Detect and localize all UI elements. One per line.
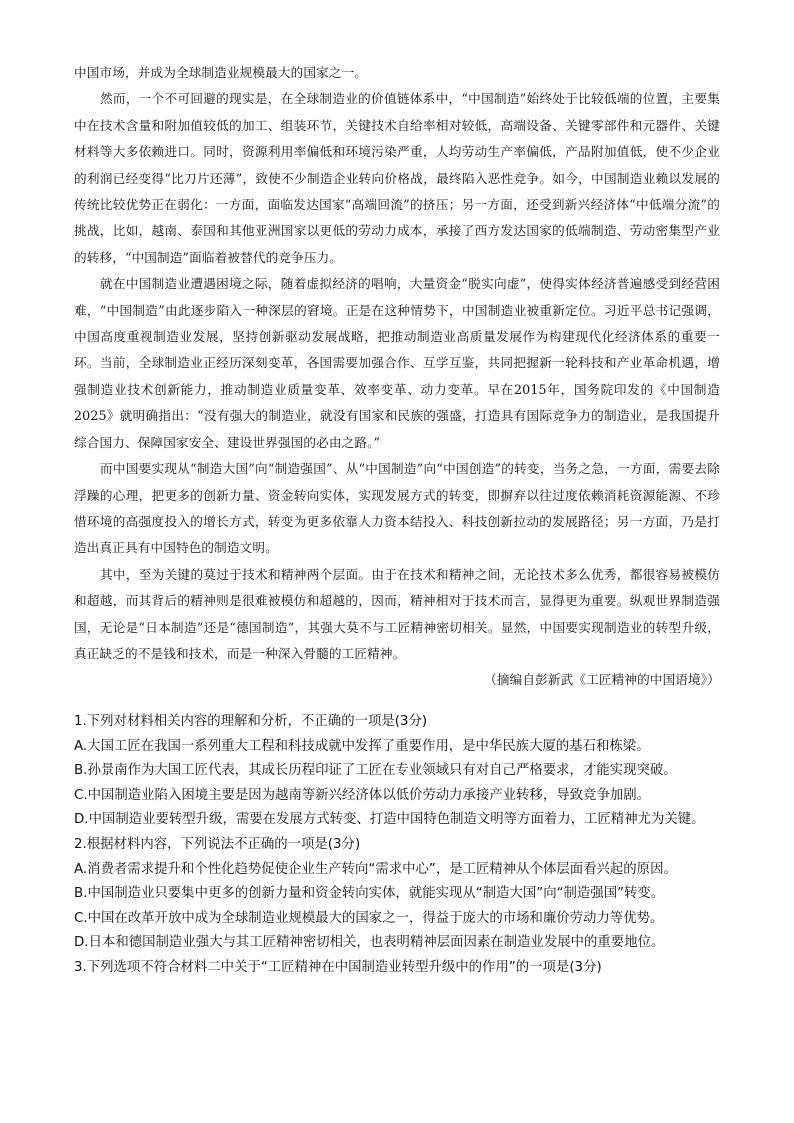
passage-paragraph: 其中，至为关键的莫过于技术和精神两个层面。由于在技术和精神之间，无论技术多么优秀，都很容易被模仿和超越，而其背后的精神则是很难被模仿和超越的，因而，精神相对于技术而言，显得更为重要。纵观世界制造强国，无论是“日本制造”还是“德国制造”，其强大莫不与工匠精神密切相关。显然，中国要实现制造业的转型升级，真正缺乏的不是钱和技术，而是一种深入骨髓的工匠精神。	[74, 566, 720, 661]
passage-source: （摘编自彭新武《工匠精神的中国语境》）	[484, 672, 720, 688]
question-stem: 1.下列对材料相关内容的理解和分析，不正确的一项是(3分)	[74, 714, 428, 729]
answer-option: D.中国制造业要转型升级，需要在发展方式转变、打造中国特色制造文明等方面着力，工匠精神尤为关键。	[74, 812, 705, 828]
passage-paragraph: 中国市场，并成为全球制造业规模最大的国家之一。	[74, 65, 368, 80]
question-stem: 2.根据材料内容，下列说法不正确的一项是(3分)	[74, 836, 361, 852]
answer-option: A.大国工匠在我国一系列重大工程和科技成就中发挥了重要作用，是中华民族大厦的基石和栋梁。	[74, 738, 650, 754]
answer-option: B.中国制造业只要集中更多的创新力量和资金转向实体，就能实现从“制造大国”向“制造强国”转变。	[74, 886, 665, 902]
question-section	[74, 710, 720, 981]
answer-option: B.孙景南作为大国工匠代表，其成长历程印证了工匠在专业领域只有对自己严格要求，才能实现突破。	[74, 763, 677, 779]
answer-option: D.日本和德国制造业强大与其工匠精神密切相关，也表明精神层面因素在制造业发展中的重要地位。	[74, 935, 665, 951]
question-stem: 3.下列选项不符合材料二中关于“工匠精神在中国制造业转型升级中的作用”的一项是(3分)	[74, 959, 602, 975]
answer-option: A.消费者需求提升和个性化趋势促使企业生产转向“需求中心”，是工匠精神从个体层面看兴起的原因。	[74, 861, 677, 877]
passage-paragraph: 就在中国制造业遭遇困境之际，随着虚拟经济的唱响，大量资金“脱实向虚”，使得实体经济普遍感受到经营困难，“中国制造”由此逐步陷入一种深层的窘境。正是在这种情势下，中国制造业被重新定位。习近平总书记强调，中国高度重视制造业发展，坚持创新驱动发展战略，把推动制造业高质量发展作为构建现代化经济体系的重要一环。当前，全球制造业正经历深刻变革，各国需要加强合作、互学互鉴，共同把握新一轮科技和产业革命机遇，增强制造业技术创新能力，推动制造业质量变革、效率变革、动力变革。早在2015年，国务院印发的《中国制造2025》就明确指出：“没有强大的制造业，就没有国家和民族的强盛，打造具有国际竞争力的制造业，是我国提升综合国力、保障国家安全、建设世界强国的必由之路。”	[74, 276, 720, 450]
passage-paragraph: 而中国要实现从“制造大国”向“制造强国”、从“中国制造”向“中国创造”的转变，当务之急，一方面，需要去除浮躁的心理，把更多的创新力量、资金转向实体，实现发展方式的转变，即摒弃以往过度依赖消耗资源能源、不珍惜环境的高强度投入的增长方式，转变为更多依靠人力资本结投入、科技创新拉动的发展路径；另一方面，乃是打造出真正具有中国特色的制造文明。	[74, 461, 720, 556]
answer-option: C.中国制造业陷入困境主要是因为越南等新兴经济体以低价劳动力承接产业转移，导致竞争加剧。	[74, 787, 651, 803]
answer-option: C.中国在改革开放中成为全球制造业规模最大的国家之一，得益于庞大的市场和廉价劳动力等优势。	[74, 910, 664, 926]
passage-paragraph: 然而，一个不可回避的现实是，在全球制造业的价值链体系中，“中国制造”始终处于比较低端的位置，主要集中在技术含量和附加值较低的加工、组装环节，关键技术自给率相对较低，高端设备、关键零部件和元器件、关键材料等大多依赖进口。同时，资源利用率偏低和环境污染严重，人均劳动生产率偏低，产品附加值低，使不少企业的利润已经变得“比刀片还薄”，致使不少制造企业转向价格战，最终陷入恶性竞争。如今，中国制造业赖以发展的传统比较优势正在弱化：一方面，面临发达国家“高端回流”的挤压；另一方面，还受到新兴经济体“中低端分流”的挑战，比如，越南、泰国和其他亚洲国家以更低的劳动力成本，承接了西方发达国家的低端制造、劳动密集型产业的转移，“中国制造”面临着被替代的竞争压力。	[74, 91, 720, 265]
reading-passage	[74, 60, 720, 694]
